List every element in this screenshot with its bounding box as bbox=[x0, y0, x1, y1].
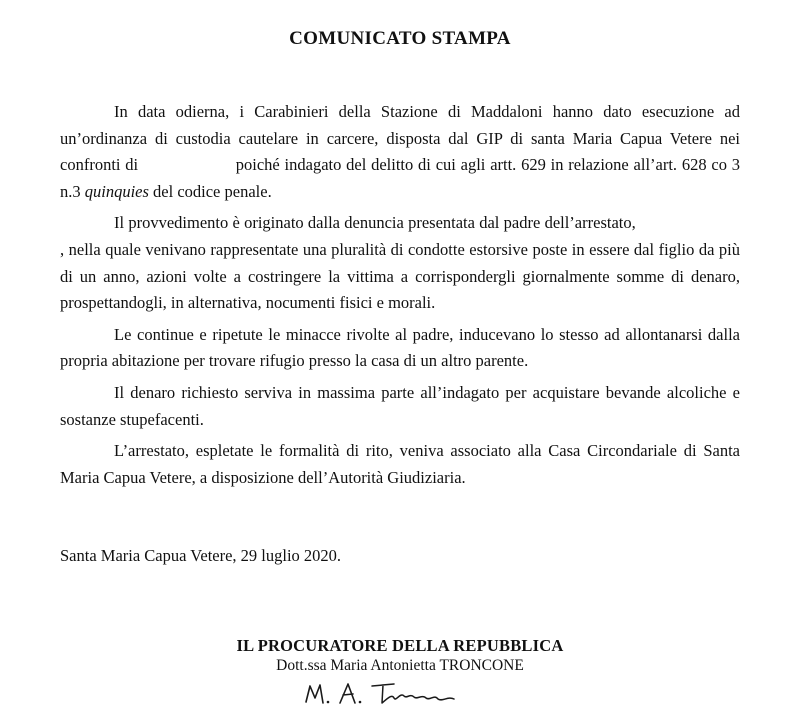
handwritten-signature bbox=[298, 678, 488, 708]
signature-block bbox=[215, 636, 585, 676]
paragraph-2 bbox=[60, 210, 740, 316]
paragraph-2-part-a: Il provvedimento è originato dalla denuncia presentata dal padre dell’arrestato, bbox=[114, 213, 636, 233]
document-body bbox=[60, 99, 740, 496]
paragraph-4: Il denaro richiesto serviva in massima parte all’indagato per acquistare bevande alcoliche e sostanze stupefacenti. bbox=[60, 382, 740, 429]
signature-name: Dott.ssa Maria Antonietta TRONCONE bbox=[276, 657, 524, 674]
date-line: Santa Maria Capua Vetere, 29 luglio 2020. bbox=[60, 546, 342, 565]
paragraph-1-part-c: del codice penale. bbox=[153, 181, 272, 201]
paragraph-2-part-b: , nella quale venivano rappresentate una pluralità di condotte estorsive poste in essere dal figlio da più di un anno, azioni volte a costringere la vittima a corrispondergli giornalmente somme di denaro, prospettandogli, in alternativa, nocumenti fisici e morali. bbox=[60, 239, 740, 313]
document-title: COMUNICATO STAMPA bbox=[289, 28, 511, 49]
signature-title: IL PROCURATORE DELLA REPUBBLICA bbox=[236, 636, 564, 655]
paragraph-1-italic: quinquies bbox=[84, 181, 149, 201]
paragraph-1-part-b: poiché indagato del delitto di cui agli artt. 629 in relazione all’art. 628 co 3 n.3 bbox=[60, 155, 741, 201]
paragraph-1-part-a: In data odierna, i Carabinieri della Stazione di Maddaloni hanno dato esecuzione ad un’ordinanza di custodia cautelare in carcere, disposta dal GIP di santa Maria Capua Vetere nei confronti di bbox=[60, 102, 740, 175]
redacted-name-father bbox=[640, 227, 740, 228]
paragraph-3: Le continue e ripetute le minacce rivolte al padre, inducevano lo stesso ad allontanarsi dalla propria abitazione per trovare rifugio presso la casa di un altro parente. bbox=[60, 324, 740, 371]
redacted-name bbox=[143, 169, 231, 170]
paragraph-1 bbox=[60, 99, 740, 205]
paragraph-5: L’arrestato, espletate le formalità di rito, veniva associato alla Casa Circondariale di Santa Maria Capua Vetere, a disposizione dell’Autorità Giudiziaria. bbox=[60, 441, 740, 487]
